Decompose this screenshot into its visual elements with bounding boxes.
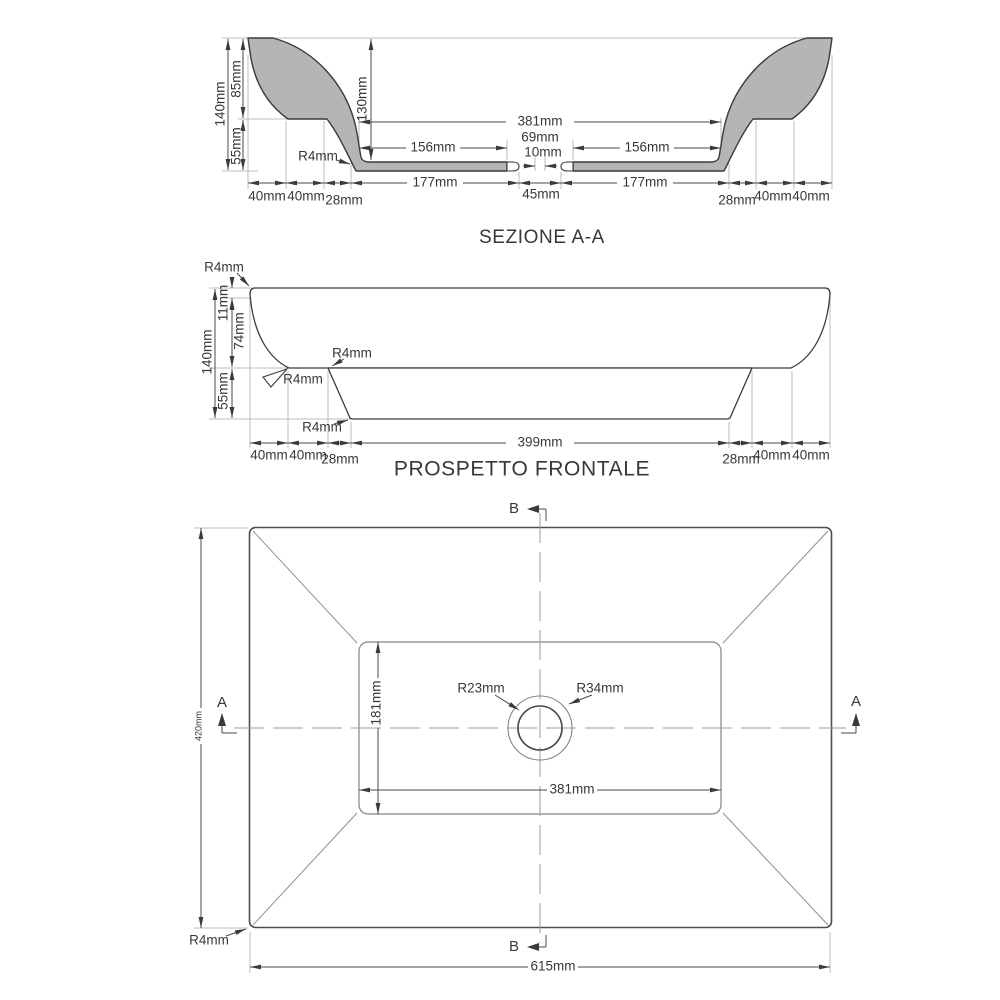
dim-front-edge-left-2: 40mm <box>289 447 327 463</box>
dim-front-fillet-top: R4mm <box>204 259 244 275</box>
dim-front-wall-left: 28mm <box>321 451 359 467</box>
dim-section-shelf-right: 156mm <box>624 139 670 155</box>
section-title: SEZIONE A-A <box>479 227 605 249</box>
dim-section-edge-right-2: 40mm <box>792 188 830 204</box>
dim-front-fillet-bottom: R4mm <box>302 419 342 435</box>
section-marker-a-left-icon <box>218 713 237 733</box>
marker-a-right-label: A <box>850 692 862 710</box>
dim-front-edge-right-1: 40mm <box>753 447 791 463</box>
dim-section-recess-width: 69mm <box>521 129 559 145</box>
dim-section-wall-left: 28mm <box>325 192 363 208</box>
dim-section-upper-height: 85mm <box>228 60 244 98</box>
marker-b-top-label: B <box>508 499 520 517</box>
dim-plan-basin-width: 381mm <box>549 781 595 797</box>
section-left-wall <box>248 38 507 171</box>
dim-front-base-width: 399mm <box>517 434 563 450</box>
dim-front-edge-right-2: 40mm <box>792 447 830 463</box>
dim-plan-overall-depth: 420mm <box>193 710 204 742</box>
dim-front-edge-left-1: 40mm <box>250 447 288 463</box>
dim-section-edge-left-1: 40mm <box>248 188 286 204</box>
dim-section-floor-left: 177mm <box>412 174 458 190</box>
dim-section-floor-right: 177mm <box>622 174 668 190</box>
section-view <box>213 38 832 248</box>
dim-section-shelf-left: 156mm <box>410 139 456 155</box>
dim-front-total-height: 140mm <box>199 329 215 375</box>
dim-front-wall-right: 28mm <box>722 451 760 467</box>
dim-section-fillet: R4mm <box>298 148 338 164</box>
dim-section-edge-right-1: 40mm <box>754 188 792 204</box>
dim-plan-basin-depth: 181mm <box>368 680 384 726</box>
dim-front-fillet-mid-outer: R4mm <box>332 345 372 361</box>
dim-front-fillet-mid-inner: R4mm <box>283 371 323 387</box>
dim-plan-recess-radius: R34mm <box>576 680 624 696</box>
dim-section-drain-width: 45mm <box>522 186 560 202</box>
plan-view <box>189 500 861 974</box>
dim-plan-overall-width: 615mm <box>530 958 576 974</box>
dim-plan-drain-radius: R23mm <box>457 680 505 696</box>
dim-section-total-height: 140mm <box>212 81 228 127</box>
dim-plan-corner-fillet: R4mm <box>189 932 229 948</box>
front-title: PROSPETTO FRONTALE <box>393 457 651 481</box>
marker-a-left-label: A <box>216 693 228 711</box>
section-marker-b-top-icon <box>527 505 546 521</box>
section-right-wall <box>573 38 832 171</box>
section-marker-b-bottom-icon <box>527 935 546 951</box>
drain-recess-right <box>561 162 573 171</box>
dim-section-inner-width: 381mm <box>517 113 563 129</box>
dim-front-lower-height: 55mm <box>215 372 231 410</box>
dim-section-center-width: 10mm <box>524 144 562 160</box>
front-view <box>200 260 830 481</box>
section-marker-a-right-icon <box>841 713 860 733</box>
dim-section-lower-height: 55mm <box>228 127 244 165</box>
dim-section-wall-right: 28mm <box>718 192 756 208</box>
dim-front-rim-height: 11mm <box>215 284 231 322</box>
front-base-silhouette <box>328 368 752 419</box>
dim-section-edge-left-2: 40mm <box>287 188 325 204</box>
dim-front-mid-height: 74mm <box>231 312 247 350</box>
dim-section-depth: 130mm <box>354 76 370 122</box>
marker-b-bottom-label: B <box>508 937 520 955</box>
drain-recess-left <box>507 162 519 171</box>
